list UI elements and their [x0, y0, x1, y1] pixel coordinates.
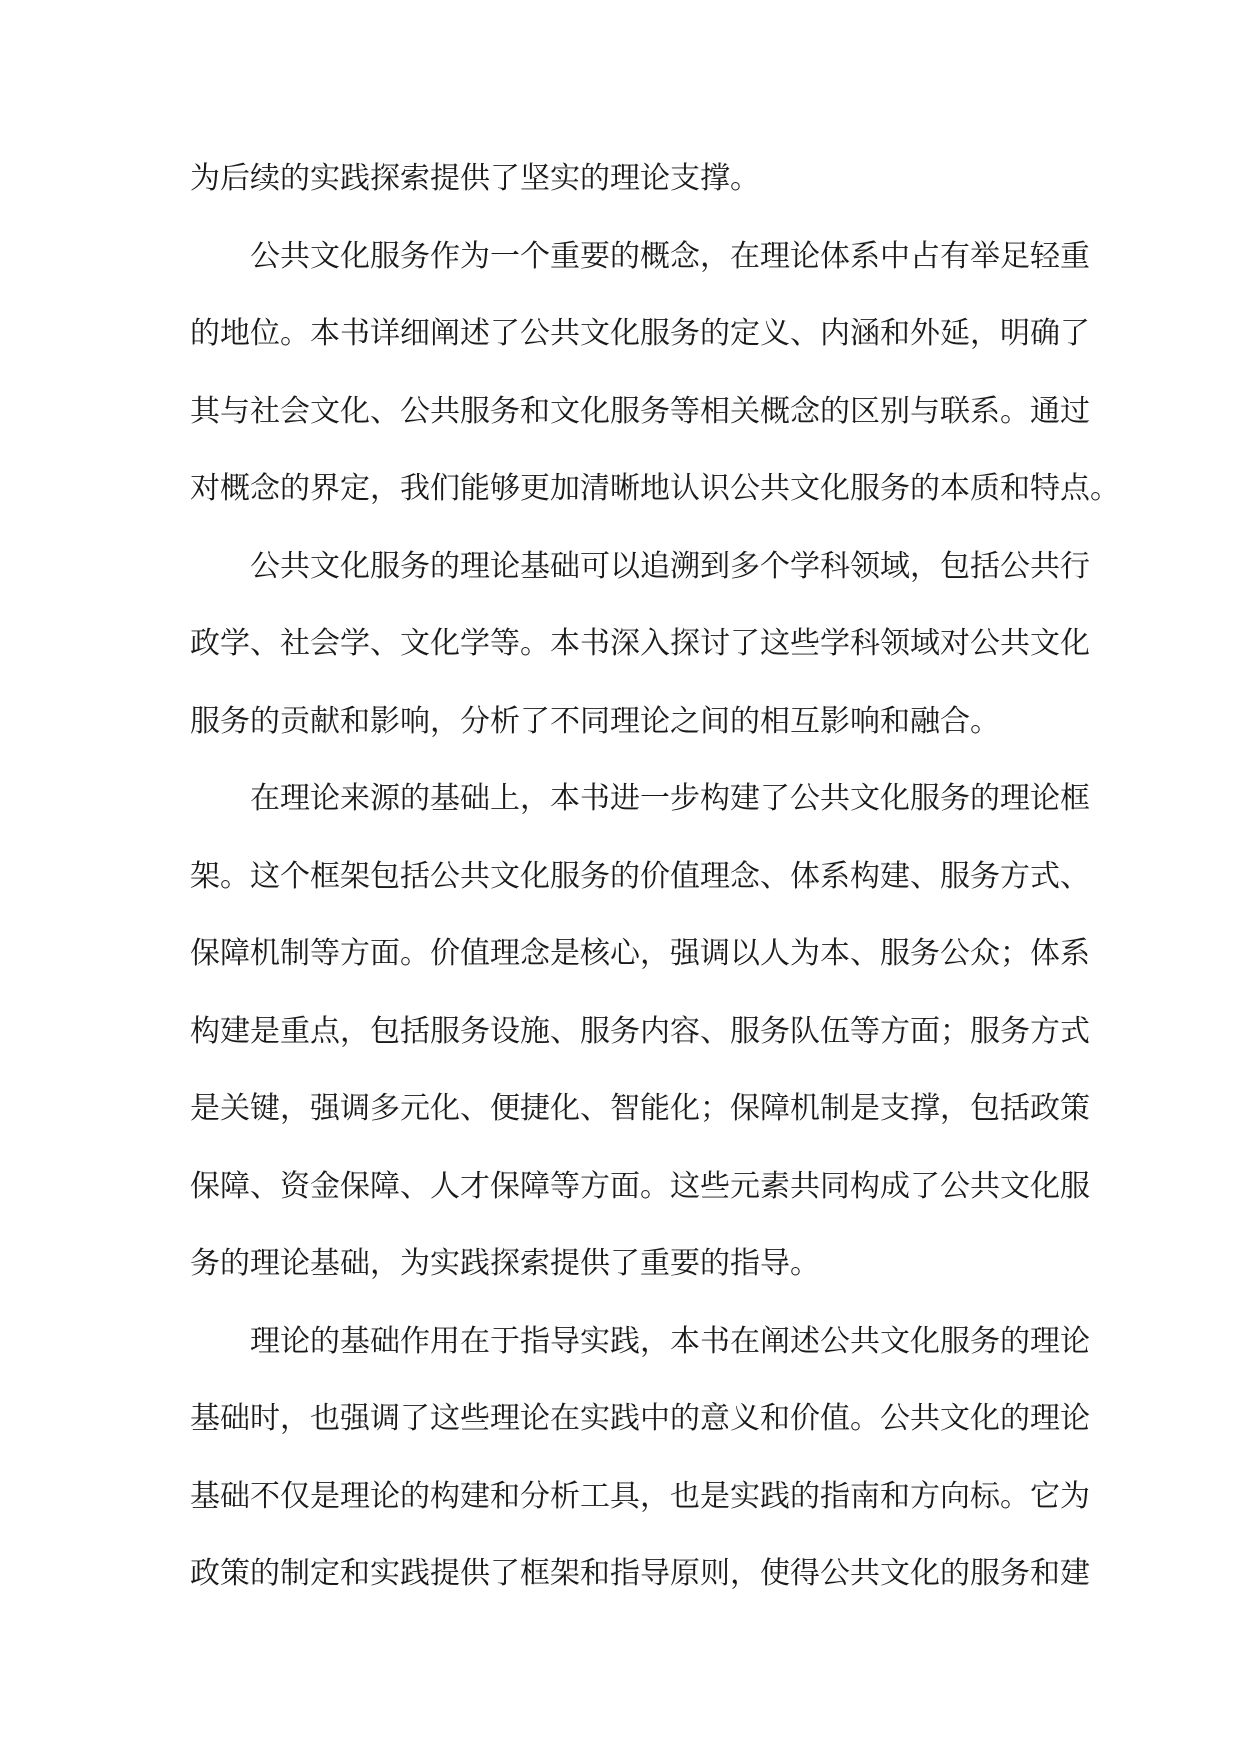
- text-line: 对概念的界定，我们能够更加清晰地认识公共文化服务的本质和特点。: [190, 471, 1120, 506]
- text-line: 其与社会文化、公共服务和文化服务等相关概念的区别与联系。通过: [190, 393, 1090, 429]
- text-line: 基础不仅是理论的构建和分析工具，也是实践的指南和方向标。它为: [190, 1478, 1090, 1514]
- text-line: 基础时，也强调了这些理论在实践中的意义和价值。公共文化的理论: [190, 1401, 1090, 1436]
- text-line: 的地位。本书详细阐述了公共文化服务的定义、内涵和外延，明确了: [190, 316, 1090, 351]
- text-line: 务的理论基础，为实践探索提供了重要的指导。: [190, 1246, 820, 1281]
- text-line: 公共文化服务作为一个重要的概念，在理论体系中占有举足轻重: [250, 238, 1090, 274]
- text-line: 保障机制等方面。价值理念是核心，强调以人为本、服务公众；体系: [190, 936, 1090, 971]
- text-line: 政学、社会学、文化学等。本书深入探讨了这些学科领域对公共文化: [190, 626, 1090, 661]
- text-line: 公共文化服务的理论基础可以追溯到多个学科领域，包括公共行: [250, 548, 1090, 584]
- text-line: 是关键，强调多元化、便捷化、智能化；保障机制是支撑，包括政策: [190, 1091, 1090, 1126]
- text-line: 政策的制定和实践提供了框架和指导原则，使得公共文化的服务和建: [190, 1556, 1090, 1591]
- text-line: 为后续的实践探索提供了坚实的理论支撑。: [190, 161, 760, 196]
- text-line: 构建是重点，包括服务设施、服务内容、服务队伍等方面；服务方式: [190, 1013, 1090, 1049]
- text-line: 理论的基础作用在于指导实践，本书在阐述公共文化服务的理论: [250, 1323, 1090, 1359]
- body-text: [190, 140, 1120, 1613]
- text-line: 架。这个框架包括公共文化服务的价值理念、体系构建、服务方式、: [190, 858, 1090, 894]
- text-line: 服务的贡献和影响，分析了不同理论之间的相互影响和融合。: [190, 703, 1000, 739]
- text-line: 保障、资金保障、人才保障等方面。这些元素共同构成了公共文化服: [190, 1168, 1090, 1204]
- text-line: 在理论来源的基础上，本书进一步构建了公共文化服务的理论框: [250, 781, 1090, 816]
